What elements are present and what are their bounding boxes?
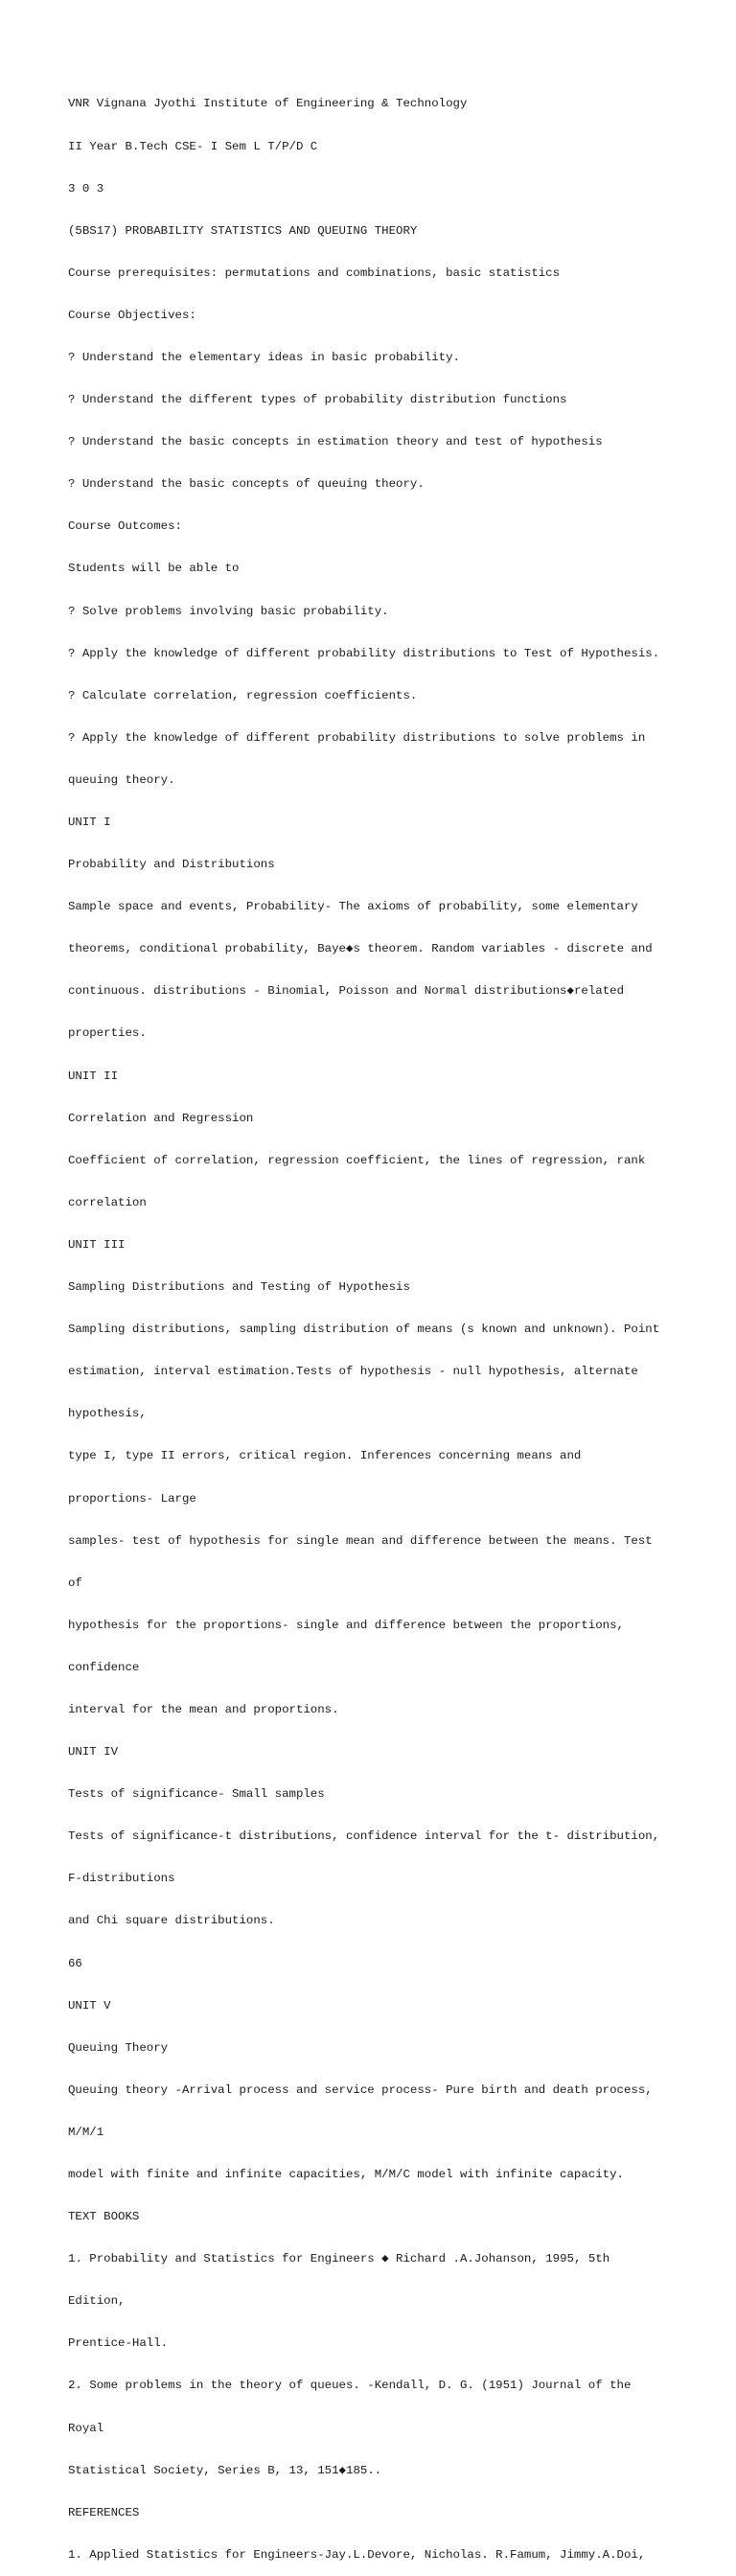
- objective-item: ? Understand the basic concepts in estimation theory and test of hypothesis: [68, 435, 603, 449]
- reference-entry: 1. Applied Statistics for Engineers-Jay.L.Devore, Nicholas. R.Famum, Jimmy.A.Doi,: [68, 2547, 646, 2562]
- text-book-entry: Royal: [68, 2421, 104, 2435]
- unit-1-body-line: properties.: [68, 1026, 147, 1041]
- unit-4-body-line: Tests of significance-t distributions, confidence interval for the t- distribution,: [68, 1829, 660, 1844]
- unit-2-body-line: correlation: [68, 1195, 147, 1209]
- unit-2-body-line: Coefficient of correlation, regression coefficient, the lines of regression, rank: [68, 1153, 646, 1167]
- unit-3-body-line: Sampling distributions, sampling distribution of means (s known and unknown). Point: [68, 1322, 660, 1337]
- unit-4-body-line: and Chi square distributions.: [68, 1914, 275, 1928]
- unit-3-heading: UNIT III: [68, 1237, 126, 1252]
- outcomes-heading: Course Outcomes:: [68, 519, 182, 534]
- objective-item: ? Understand the basic concepts of queuing theory.: [68, 477, 425, 492]
- unit-4-heading: UNIT IV: [68, 1745, 119, 1760]
- unit-1-body-line: continuous. distributions - Binomial, Poisson and Normal distributions◆related: [68, 984, 625, 999]
- unit-4-title: Tests of significance- Small samples: [68, 1787, 325, 1802]
- page-number: 66: [68, 1956, 82, 1970]
- text-book-entry: 2. Some problems in the theory of queues. -Kendall, D. G. (1951) Journal of the: [68, 2379, 632, 2393]
- course-prerequisites: Course prerequisites: permutations and combinations, basic statistics: [68, 265, 561, 280]
- objectives-heading: Course Objectives:: [68, 308, 196, 322]
- text-books-heading: TEXT BOOKS: [68, 2210, 140, 2224]
- unit-5-body-line: model with finite and infinite capacities, M/M/C model with infinite capacity.: [68, 2168, 624, 2181]
- unit-3-title: Sampling Distributions and Testing of Hypothesis: [68, 1280, 410, 1295]
- text-book-entry: Edition,: [68, 2294, 126, 2309]
- institute-name: VNR Vignana Jyothi Institute of Engineering & Technology: [68, 97, 468, 111]
- text-book-entry: Statistical Society, Series B, 13, 151◆185..: [68, 2463, 382, 2477]
- unit-3-body-line: type I, type II errors, critical region. Inferences concerning means and: [68, 1449, 582, 1463]
- course-year-line: II Year B.Tech CSE- I Sem L T/P/D C: [68, 139, 318, 153]
- unit-1-body-line: theorems, conditional probability, Baye◆s theorem. Random variables - discrete and: [68, 942, 653, 956]
- unit-5-title: Queuing Theory: [68, 2040, 169, 2055]
- unit-3-body-line: of: [68, 1576, 82, 1590]
- unit-3-body-line: confidence: [68, 1660, 140, 1674]
- document-page: [68, 69, 681, 2576]
- credits-line: 3 0 3: [68, 181, 104, 196]
- unit-2-heading: UNIT II: [68, 1069, 119, 1083]
- outcome-item: ? Calculate correlation, regression coefficients.: [68, 688, 418, 702]
- outcomes-intro: Students will be able to: [68, 562, 240, 576]
- unit-3-body-line: hypothesis for the proportions- single and difference between the proportions,: [68, 1618, 624, 1632]
- outcome-item-continued: queuing theory.: [68, 772, 175, 787]
- unit-1-title: Probability and Distributions: [68, 858, 275, 872]
- unit-5-heading: UNIT V: [68, 1998, 111, 2012]
- unit-4-body-line: F-distributions: [68, 1872, 175, 1886]
- outcome-item: ? Apply the knowledge of different probability distributions to Test of Hypothesis.: [68, 646, 660, 660]
- unit-3-body-line: estimation, interval estimation.Tests of hypothesis - null hypothesis, alternate: [68, 1365, 638, 1379]
- unit-3-body-line: samples- test of hypothesis for single mean and difference between the means. Test: [68, 1533, 653, 1548]
- course-title: (5BS17) PROBABILITY STATISTICS AND QUEUING THEORY: [68, 223, 418, 238]
- unit-1-heading: UNIT I: [68, 816, 111, 829]
- unit-2-title: Correlation and Regression: [68, 1111, 254, 1125]
- unit-3-body-line: proportions- Large: [68, 1491, 196, 1506]
- objective-item: ? Understand the different types of probability distribution functions: [68, 393, 567, 407]
- unit-5-body-line: M/M/1: [68, 2125, 104, 2139]
- unit-1-body-line: Sample space and events, Probability- The axioms of probability, some elementary: [68, 900, 638, 914]
- objective-item: ? Understand the elementary ideas in basic probability.: [68, 350, 460, 364]
- references-heading: REFERENCES: [68, 2505, 140, 2519]
- unit-5-body-line: Queuing theory -Arrival process and service process- Pure birth and death process,: [68, 2082, 653, 2097]
- outcome-item: ? Solve problems involving basic probability.: [68, 604, 389, 618]
- outcome-item: ? Apply the knowledge of different probability distributions to solve problems in: [68, 730, 646, 745]
- unit-3-body-line: interval for the mean and proportions.: [68, 1702, 339, 1716]
- text-book-entry: 1. Probability and Statistics for Engineers ◆ Richard .A.Johanson, 1995, 5th: [68, 2252, 610, 2266]
- text-book-entry: Prentice-Hall.: [68, 2336, 169, 2351]
- unit-3-body-line: hypothesis,: [68, 1407, 147, 1421]
